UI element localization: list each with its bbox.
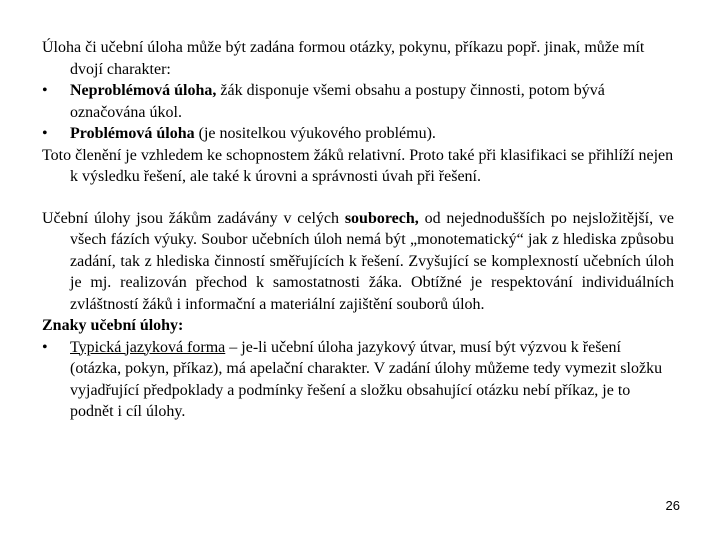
spacer xyxy=(42,188,674,208)
text-nonproblem: žák disponuje všemi obsahu a postupy činnosti, potom bývá označována úkol. xyxy=(70,82,605,121)
term-nonproblem: Neproblémová úloha, xyxy=(70,82,217,99)
bullet-symbol: • xyxy=(42,125,48,142)
term-language-form: Typická jazyková forma xyxy=(70,338,226,356)
sets-text-after: od nejednodušších po nejsložitější, ve všech fázích výuky. Soubor učebních úloh nemá být „monotematický“ jak z hlediska způsobu zadání, tak z hlediska činností směřujících k řešení. Zvyšující se komplexností učebních úloh je mj. realizován přechod k samostatnosti žáka. Obtížné je respektování individuálních zvláštností žáků i informační a materiální zajištění souborů úloh. xyxy=(70,209,674,313)
text-problem: (je nositelkou výukového problému). xyxy=(194,125,436,142)
sets-bold-term: souborech, xyxy=(344,209,419,227)
features-heading: Znaky učební úlohy: xyxy=(42,317,184,334)
intro-paragraph: Úloha či učební úloha může být zadána formou otázky, pokynu, příkazu popř. jinak, může mít dvojí charakter: xyxy=(42,39,645,78)
bullet-symbol: • xyxy=(42,338,48,356)
term-problem: Problémová úloha xyxy=(70,125,195,142)
page-number: 26 xyxy=(665,498,680,513)
sets-text-before: Učební úlohy jsou žákům zadávány v celých xyxy=(42,209,345,227)
sets-paragraph xyxy=(42,208,674,316)
bullet-item-problem xyxy=(42,123,674,145)
bullet-symbol: • xyxy=(42,82,48,99)
text-language-form: – je-li učební úloha jazykový útvar, musí být výzvou k řešení (otázka, pokyn, příkaz), má apelační charakter. V zadání úlohy můžeme tedy vymezit složku vyjadřující předpoklady a podmínky řešení a složku obsahující otázku nebí příkaz, je to podnět i cíl úlohy. xyxy=(70,338,663,420)
bullet-item-nonproblem xyxy=(42,80,674,123)
bullet-item-language-form xyxy=(42,337,674,423)
slide-content xyxy=(42,37,674,423)
note-paragraph: Toto členění je vzhledem ke schopnostem žáků relativní. Proto také při klasifikaci se přihlíží nejen k výsledku řešení, ale také k úrovni a správnosti úvah při řešení. xyxy=(42,146,674,185)
